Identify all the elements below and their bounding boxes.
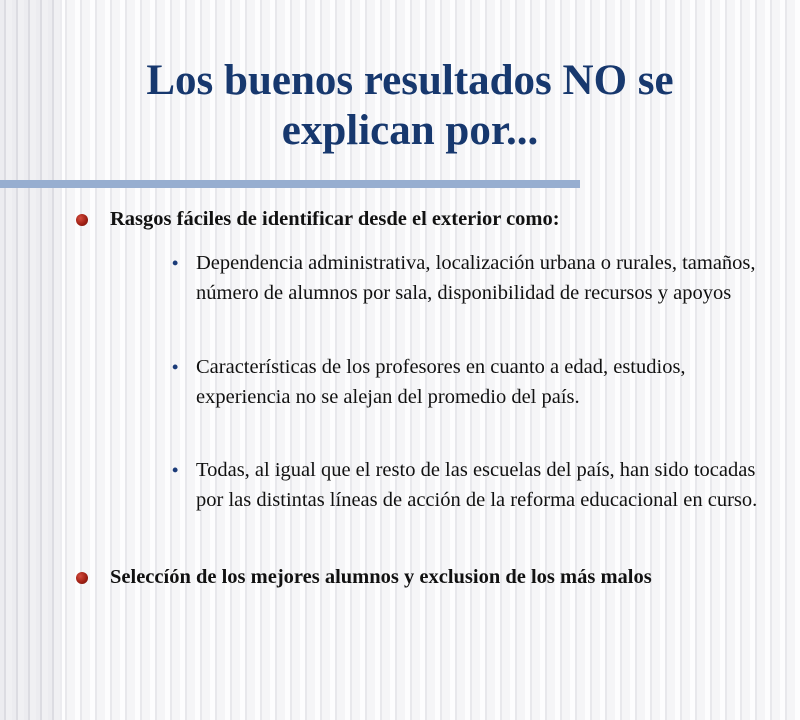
sub-bullet-item <box>172 353 766 412</box>
bullet-text: Rasgos fáciles de identificar desde el exterior como: <box>110 208 560 230</box>
slide-title-line-2: explican por... <box>281 107 539 154</box>
sub-bullet-item <box>172 249 766 308</box>
red-disc-icon <box>76 572 88 584</box>
red-disc-icon <box>76 214 88 226</box>
sub-bullet-text: Características de los profesores en cuanto a edad, estudios, experiencia no se alejan del promedio del país. <box>196 356 686 408</box>
sub-bullet-text: Dependencia administrativa, localización urbana o rurales, tamaños, número de alumnos por sala, disponibilidad de recursos y apoyos <box>196 252 756 304</box>
slide-title-line-1: Los buenos resultados NO se <box>146 57 674 104</box>
dot-icon: • <box>172 357 179 377</box>
sub-bullet-item <box>172 456 766 515</box>
dot-icon: • <box>172 460 179 480</box>
bullet-item <box>110 205 770 234</box>
bullet-text: Seleccíón de los mejores alumnos y exclusion de los más malos <box>110 566 652 588</box>
sub-bullet-text: Todas, al igual que el resto de las escuelas del país, han sido tocadas por las distintas líneas de acción de la reforma educacional en curso. <box>196 459 758 511</box>
dot-icon: • <box>172 253 179 273</box>
bullet-item <box>110 563 770 592</box>
